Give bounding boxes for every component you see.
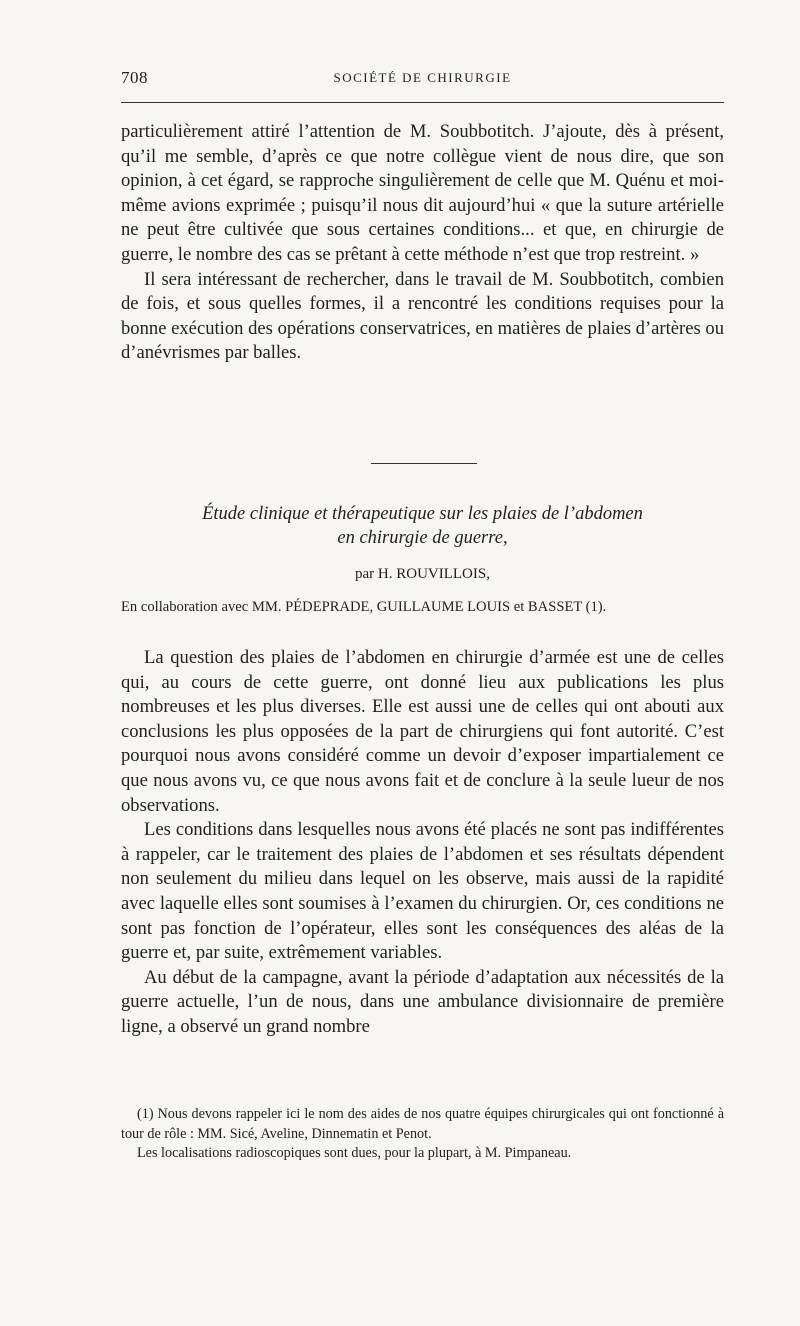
paragraph: particulièrement attiré l’attention de M. Soubbotitch. J’ajoute, dès à présent, qu’il me semble, d’après ce que notre collègue vient de nous dire, que son opinion, à cet égard, se rapproche singulièrement de celle que M. Quénu et moi-même avions exprimée ; puisqu’il nous dit aujourd’hui « que la suture artérielle ne peut être cultivée que sous certaines conditions... et que, en chirurgie de guerre, le nombre des cas se prêtant à cette méthode n’est que trop restreint. » [121,121,724,265]
article-title-line: Étude clinique et thérapeutique sur les plaies de l’abdomen [202,504,643,524]
paragraph: Il sera intéressant de rechercher, dans le travail de M. Soubbotitch, combien de fois, et sous quelles formes, il a rencontré les conditions requises pour la bonne exécution des opérations conservatrices, en matières de plaies d’artères ou d’anévrismes par balles. [121,268,724,364]
page-number: 708 [121,68,148,87]
continued-text [121,120,724,366]
running-title: SOCIÉTÉ DE CHIRURGIE [333,70,512,85]
page-header [121,68,724,90]
article-title [121,502,724,550]
footnotes [121,1105,724,1164]
article-body [121,646,724,1040]
footnote: (1) Nous devons rappeler ici le nom des aides de nos quatre équipes chirurgicales qui ont fonctionné à tour de rôle : MM. Sicé, Aveline, Dinnematin et Penot. [121,1106,724,1142]
footnote: Les localisations radioscopiques sont dues, pour la plupart, à M. Pimpaneau. [137,1145,572,1162]
byline: par H. ROUVILLOIS, [355,566,490,582]
article-title-line: en chirurgie de guerre, [337,528,508,548]
header-rule [121,102,724,103]
paragraph: Les conditions dans lesquelles nous avons été placés ne sont pas indifférentes à rappeler, car le traitement des plaies de l’abdomen et ses résultats dépendent non seulement du milieu dans lequel on les observe, mais aussi de la rapidité avec laquelle elles sont soumises à l’examen du chirurgien. Or, ces conditions ne sont pas fonction de l’opérateur, elles sont les conséquences des aléas de la guerre et, par suite, extrêmement variables. [121,819,724,964]
collaboration-line: En collaboration avec MM. PÉDEPRADE, GUILLAUME LOUIS et BASSET (1). [121,599,607,615]
section-separator [371,463,477,464]
paragraph: Au début de la campagne, avant la période d’adaptation aux nécessités de la guerre actuelle, l’un de nous, dans une ambulance divisionnaire de première ligne, a observé un grand nombre [121,966,724,1037]
paragraph: La question des plaies de l’abdomen en chirurgie d’armée est une de celles qui, au cours de cette guerre, ont donné lieu aux publications les plus nombreuses et les plus diverses. Elle est aussi une de celles qui ont abouti aux conclusions les plus opposées de la part de chirurgiens qui font autorité. C’est pourquoi nous avons considéré comme un devoir d’exposer impartialement ce que nous avons vu, ce que nous avons fait et de conclure à la seule lueur de nos observations. [121,647,724,816]
